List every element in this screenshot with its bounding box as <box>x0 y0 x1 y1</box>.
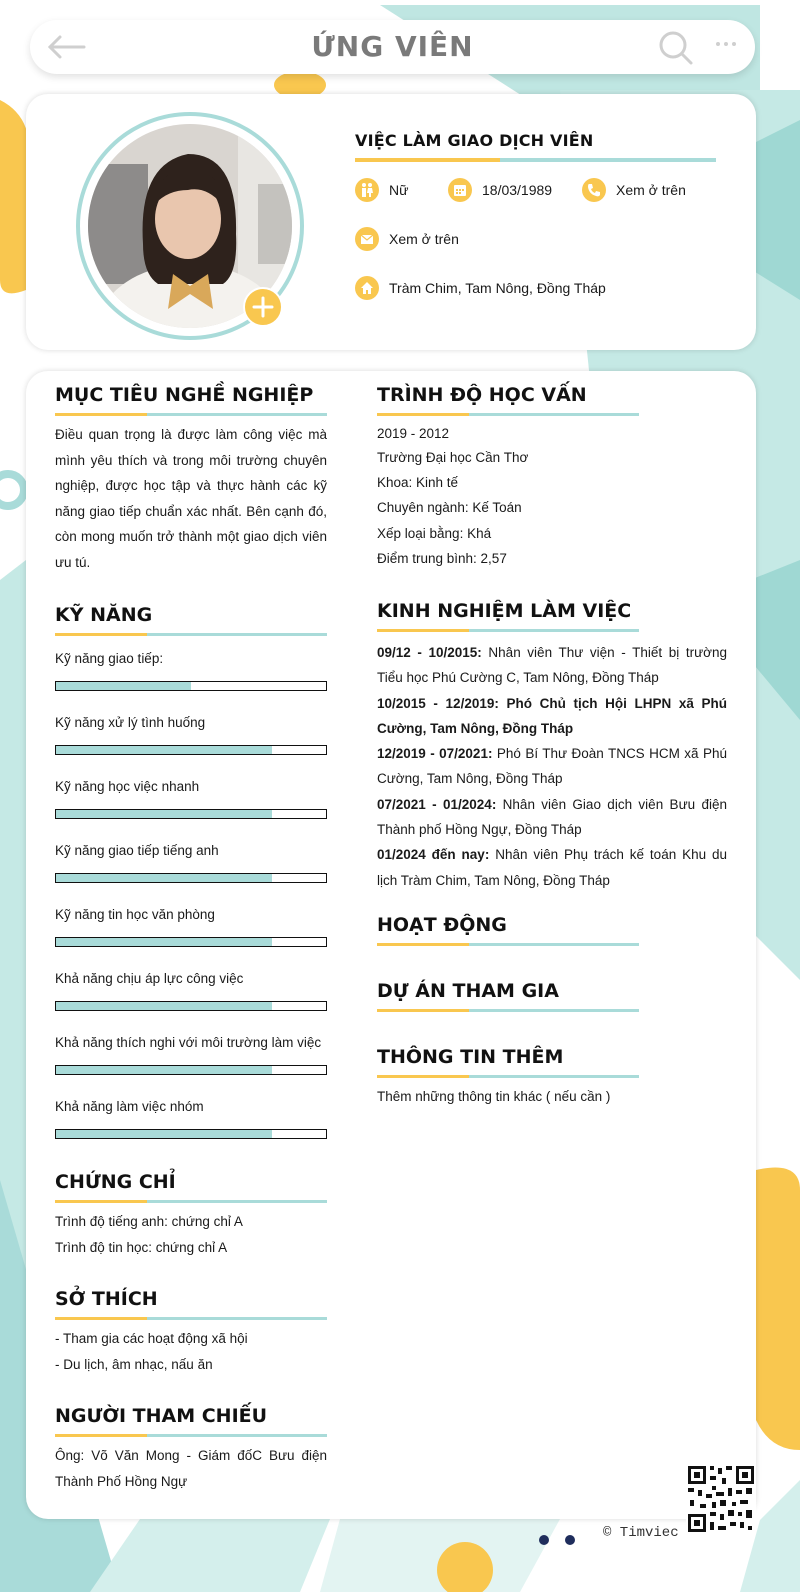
hobby-item: - Du lịch, âm nhạc, nấu ăn <box>55 1357 213 1372</box>
skill-label: Kỹ năng xử lý tình huống <box>55 715 206 730</box>
experience-period: 09/12 - 10/2015: <box>377 645 482 660</box>
section-underline <box>55 1200 327 1203</box>
activities-title: HOẠT ĐỘNG <box>377 914 507 936</box>
experience-period: 07/2021 - 01/2024: <box>377 796 497 812</box>
education-item: Khoa: Kinh tế <box>377 475 459 490</box>
education-item: Chuyên ngành: Kế Toán <box>377 500 522 515</box>
experience-desc: Phó Bí Thư Đoàn TNCS HCM xã Phú Cường, Tam Nông, Đồng Tháp <box>377 746 727 787</box>
phone-icon <box>582 178 606 202</box>
section-underline <box>55 1434 327 1437</box>
experience-period: 10/2015 - 12/2019: Phó Chủ tịch Hội LHPN xã Phú Cường, Tam Nông, Đồng Tháp <box>377 695 727 736</box>
education-item: Trường Đại học Cần Thơ <box>377 450 529 465</box>
skill-bar <box>55 937 327 947</box>
skill-bar <box>55 1129 327 1139</box>
experience-desc: Nhân viên Phụ trách kế toán Khu du lịch Tràm Chim, Tam Nông, Đồng Tháp <box>377 847 728 888</box>
skills-title: KỸ NĂNG <box>55 604 153 626</box>
skill-label: Khả năng thích nghi với môi trường làm việc <box>55 1035 322 1050</box>
certificate-item: Trình độ tiếng anh: chứng chỉ A <box>55 1214 243 1229</box>
calendar-icon <box>448 178 472 202</box>
experience-item <box>377 842 727 893</box>
plus-icon <box>245 289 281 325</box>
section-underline <box>55 1317 327 1320</box>
qr-code <box>686 1464 756 1534</box>
title-underline-yellow <box>355 158 500 162</box>
section-underline <box>377 413 639 416</box>
experience-period: 12/2019 - 07/2021: <box>377 746 493 762</box>
experience-period: 01/2024 đến nay: <box>377 847 490 863</box>
skill-label: Khả năng chịu áp lực công việc <box>55 971 244 986</box>
section-underline <box>377 629 639 632</box>
gender-info <box>355 178 408 202</box>
section-underline <box>377 1009 639 1012</box>
experience-item <box>377 741 727 792</box>
title-underline-teal <box>500 158 716 162</box>
search-button[interactable] <box>658 30 694 71</box>
section-underline <box>55 413 327 416</box>
phone-info <box>582 178 686 202</box>
experience-item <box>377 691 727 742</box>
page-title: ỨNG VIÊN <box>311 30 474 63</box>
certificate-item: Trình độ tin học: chứng chỉ A <box>55 1240 228 1255</box>
address-value: Tràm Chim, Tam Nông, Đồng Tháp <box>389 280 606 296</box>
more-button[interactable] <box>714 36 738 57</box>
objective-title: MỤC TIÊU NGHỀ NGHIỆP <box>55 384 314 406</box>
section-underline <box>377 1075 639 1078</box>
address-info <box>355 276 606 300</box>
section-underline <box>55 633 327 636</box>
brand-watermark: © Timviec <box>603 1525 679 1541</box>
phone-value: Xem ở trên <box>616 182 686 198</box>
gender-value: Nữ <box>389 182 409 198</box>
education-item: 2019 - 2012 <box>377 426 450 441</box>
projects-title: DỰ ÁN THAM GIA <box>377 980 559 1002</box>
skill-bar-fill <box>56 810 272 818</box>
gender-icon <box>355 178 379 202</box>
experience-title: KINH NGHIỆM LÀM VIỆC <box>377 600 632 622</box>
profile-card <box>26 94 756 350</box>
skill-bar-fill <box>56 938 272 946</box>
home-icon <box>355 276 379 300</box>
skill-bar <box>55 873 327 883</box>
hobby-item: - Tham gia các hoạt động xã hội <box>55 1331 248 1346</box>
skill-bar <box>55 809 327 819</box>
education-title: TRÌNH ĐỘ HỌC VẤN <box>377 384 587 406</box>
section-underline <box>377 943 639 946</box>
objective-text: Điều quan trọng là được làm công việc mà mình yêu thích và trong môi trường chuyên nghiệp, được học tập và thực hành các kỹ năng giao tiếp chuẩn xác nhất. Bên cạnh đó, còn mong muốn trở thành một giao dịch viên ưu tú. <box>55 427 327 570</box>
skill-bar <box>55 1065 327 1075</box>
experience-item <box>377 792 727 843</box>
skill-bar <box>55 1001 327 1011</box>
certificates-title: CHỨNG CHỈ <box>55 1171 176 1193</box>
job-title: VIỆC LÀM GIAO DỊCH VIÊN <box>355 131 594 150</box>
email-value: Xem ở trên <box>389 231 459 247</box>
skill-bar-fill <box>56 874 272 882</box>
skill-bar <box>55 681 327 691</box>
hobbies-title: SỞ THÍCH <box>55 1288 158 1310</box>
references-title: NGƯỜI THAM CHIẾU <box>55 1405 268 1427</box>
more-info-title: THÔNG TIN THÊM <box>377 1046 564 1068</box>
skill-bar-fill <box>56 746 272 754</box>
experience-desc: Nhân viên Giao dịch viên Bưu điện Thành phố Hồng Ngự, Đồng Tháp <box>377 796 727 838</box>
references-text: Ông: Võ Văn Mong - Giám đốC Bưu điện Thành Phố Hồng Ngự <box>55 1448 327 1489</box>
add-photo-button[interactable] <box>243 287 283 327</box>
birthdate-info <box>448 178 552 202</box>
skill-label: Kỹ năng tin học văn phòng <box>55 907 215 922</box>
skill-label: Khả năng làm việc nhóm <box>55 1099 204 1114</box>
email-icon <box>355 227 379 251</box>
skill-bar <box>55 745 327 755</box>
search-icon <box>658 30 694 66</box>
skill-bar-fill <box>56 1066 272 1074</box>
resume-body-card <box>26 371 756 1519</box>
skill-label: Kỹ năng học việc nhanh <box>55 779 200 794</box>
top-bar <box>30 20 755 74</box>
skill-bar-fill <box>56 682 191 690</box>
education-item: Điểm trung bình: 2,57 <box>377 551 507 566</box>
birthdate-value: 18/03/1989 <box>482 182 553 198</box>
more-info-text: Thêm những thông tin khác ( nếu cần ) <box>377 1089 611 1104</box>
email-info <box>355 227 459 251</box>
skill-label: Kỹ năng giao tiếp tiếng anh <box>55 843 219 858</box>
education-item: Xếp loại bằng: Khá <box>377 526 492 541</box>
avatar-frame <box>76 112 304 340</box>
experience-item <box>377 640 727 691</box>
skill-label: Kỹ năng giao tiếp: <box>55 651 164 666</box>
experience-list <box>377 640 727 893</box>
skill-bar-fill <box>56 1002 272 1010</box>
more-icon <box>714 36 738 52</box>
experience-desc: Nhân viên Thư viện - Thiết bị trường Tiểu học Phú Cường C, Tam Nông, Đồng Tháp <box>377 645 727 686</box>
skill-bar-fill <box>56 1130 272 1138</box>
